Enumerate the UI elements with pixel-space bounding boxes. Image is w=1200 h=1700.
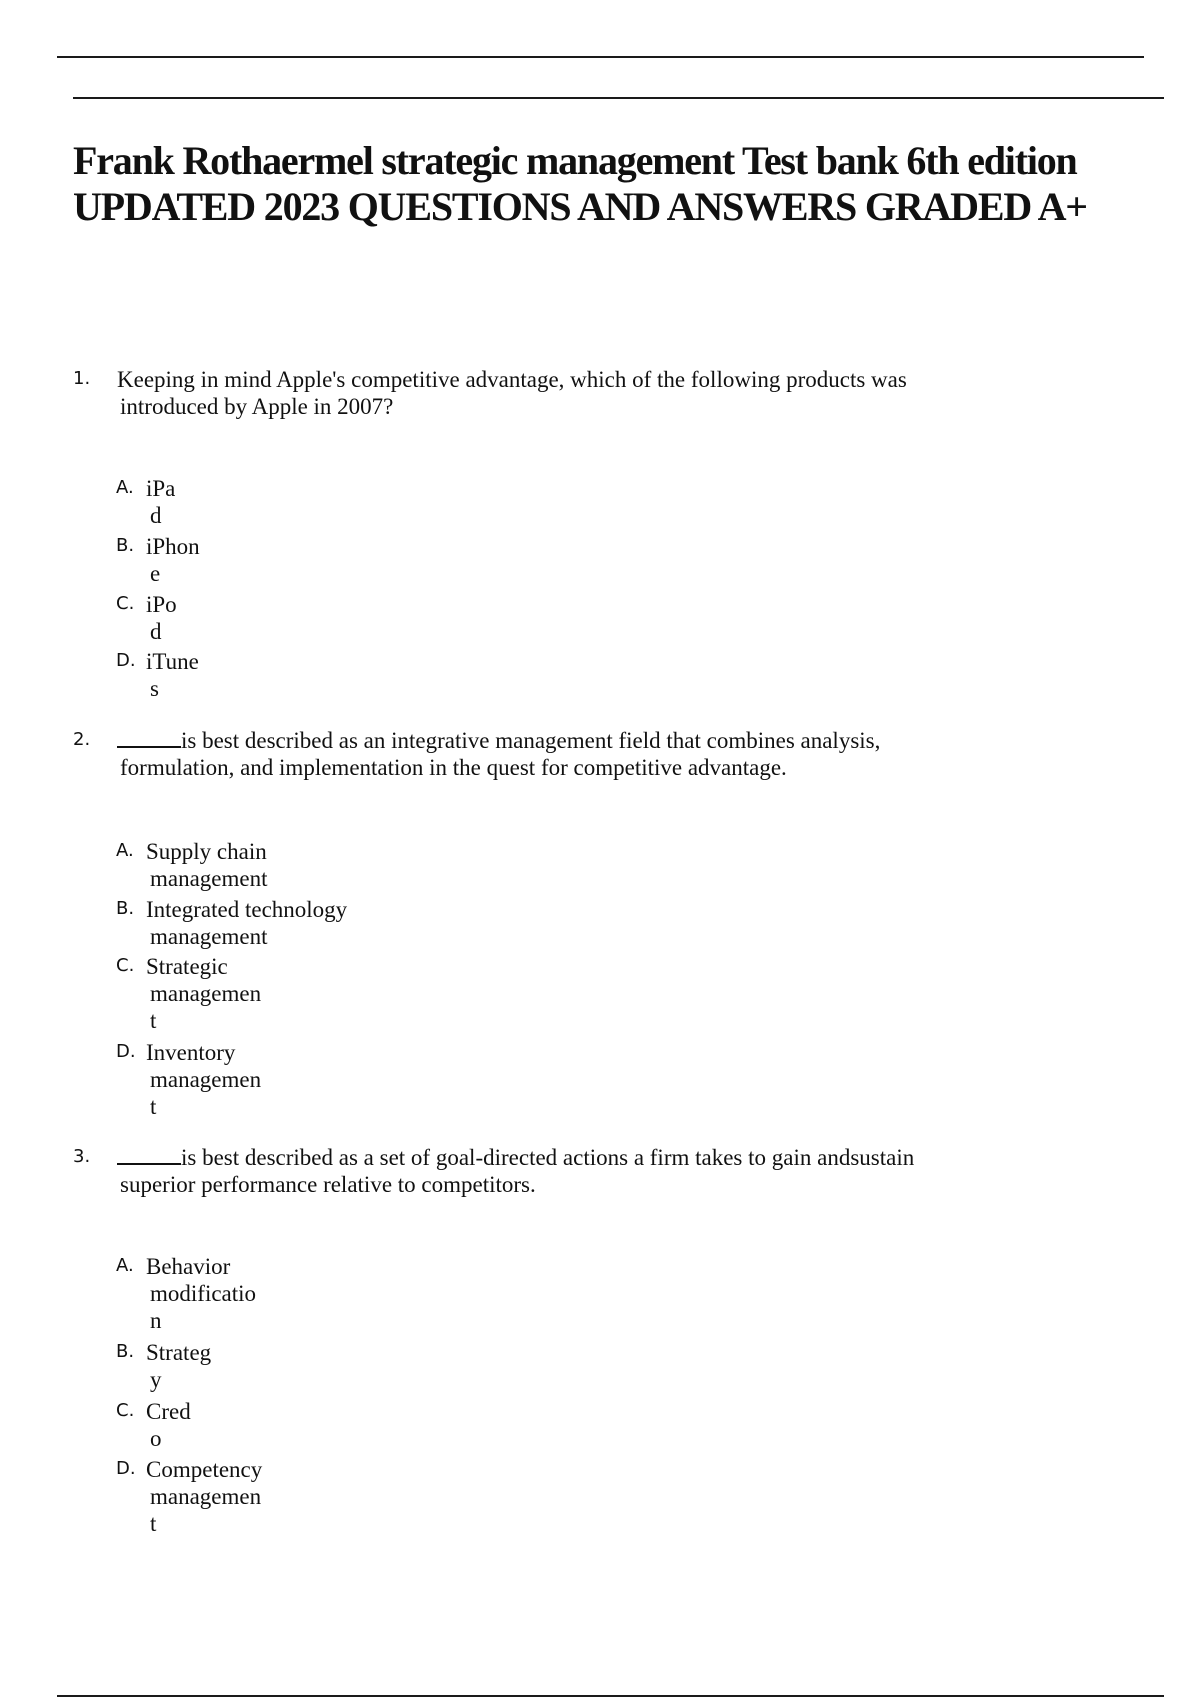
header-rule	[73, 97, 1164, 99]
option-line: t	[150, 1511, 157, 1536]
option-line: iTune	[146, 649, 199, 674]
option-text	[146, 1339, 211, 1393]
option-line: d	[150, 619, 162, 644]
question-number: 2.	[73, 729, 91, 750]
option-line: Supply chain	[146, 839, 267, 864]
option-line: Behavior	[146, 1254, 231, 1279]
option-letter: C.	[116, 955, 135, 976]
option-line: e	[150, 561, 161, 586]
option-line: Cred	[146, 1399, 191, 1424]
question-line-text: is best described as an integrative management field that combines analysis,	[181, 728, 881, 753]
question-line	[117, 1144, 1077, 1171]
option-letter: B.	[116, 535, 135, 556]
option-text	[146, 896, 347, 950]
option-line: iPhon	[146, 534, 200, 559]
option-line: s	[150, 676, 159, 701]
option-text	[146, 533, 200, 587]
option-line: d	[150, 503, 162, 528]
option-letter: C.	[116, 593, 135, 614]
footer-rule	[57, 1695, 1164, 1697]
answer-blank	[117, 728, 181, 748]
option-line: management	[150, 924, 268, 949]
question-text	[117, 366, 1077, 420]
option-text	[146, 648, 199, 702]
option-line: Strateg	[146, 1340, 212, 1365]
question-number: 3.	[73, 1146, 91, 1167]
document-title	[73, 138, 1183, 230]
option-text	[146, 475, 175, 529]
option-text	[146, 1253, 256, 1334]
option-line: modificatio	[150, 1281, 257, 1306]
title-line: Frank Rothaermel strategic management Test bank 6th edition	[73, 138, 1077, 183]
option-line: Inventory	[146, 1040, 236, 1065]
option-line: Strategic	[146, 954, 228, 979]
option-letter: D.	[116, 1041, 136, 1062]
question-line	[117, 727, 1077, 754]
option-text	[146, 1398, 191, 1452]
question-line: introduced by Apple in 2007?	[120, 394, 394, 419]
option-text	[146, 591, 177, 645]
option-letter: A.	[116, 477, 134, 498]
answer-blank	[117, 1145, 181, 1165]
option-letter: B.	[116, 1341, 135, 1362]
option-line: iPo	[146, 592, 177, 617]
question-text	[117, 727, 1077, 781]
option-line: o	[150, 1426, 162, 1451]
question-text	[117, 1144, 1077, 1198]
option-line: iPa	[146, 476, 176, 501]
option-letter: D.	[116, 650, 136, 671]
option-line: Integrated technology	[146, 897, 348, 922]
question-number: 1.	[73, 368, 91, 389]
option-line: managemen	[150, 1484, 262, 1509]
option-letter: A.	[116, 1255, 134, 1276]
option-letter: A.	[116, 840, 134, 861]
option-text	[146, 1456, 262, 1537]
option-line: y	[150, 1367, 162, 1392]
option-line: management	[150, 866, 268, 891]
question-line: superior performance relative to competitors.	[120, 1172, 536, 1197]
option-line: Competency	[146, 1457, 263, 1482]
option-letter: B.	[116, 898, 135, 919]
option-letter: C.	[116, 1400, 135, 1421]
option-line: t	[150, 1094, 157, 1119]
option-line: managemen	[150, 1067, 262, 1092]
option-line: n	[150, 1308, 162, 1333]
question-line: formulation, and implementation in the quest for competitive advantage.	[120, 755, 787, 780]
option-line: managemen	[150, 981, 262, 1006]
question-line-text: is best described as a set of goal-directed actions a firm takes to gain andsustain	[181, 1145, 915, 1170]
option-text	[146, 1039, 261, 1120]
title-line: UPDATED 2023 QUESTIONS AND ANSWERS GRADED A+	[73, 184, 1087, 229]
question-line: Keeping in mind Apple's competitive advantage, which of the following products was	[117, 367, 907, 392]
top-rule	[57, 56, 1144, 58]
option-line: t	[150, 1008, 157, 1033]
option-letter: D.	[116, 1458, 136, 1479]
option-text	[146, 838, 268, 892]
option-text	[146, 953, 261, 1034]
